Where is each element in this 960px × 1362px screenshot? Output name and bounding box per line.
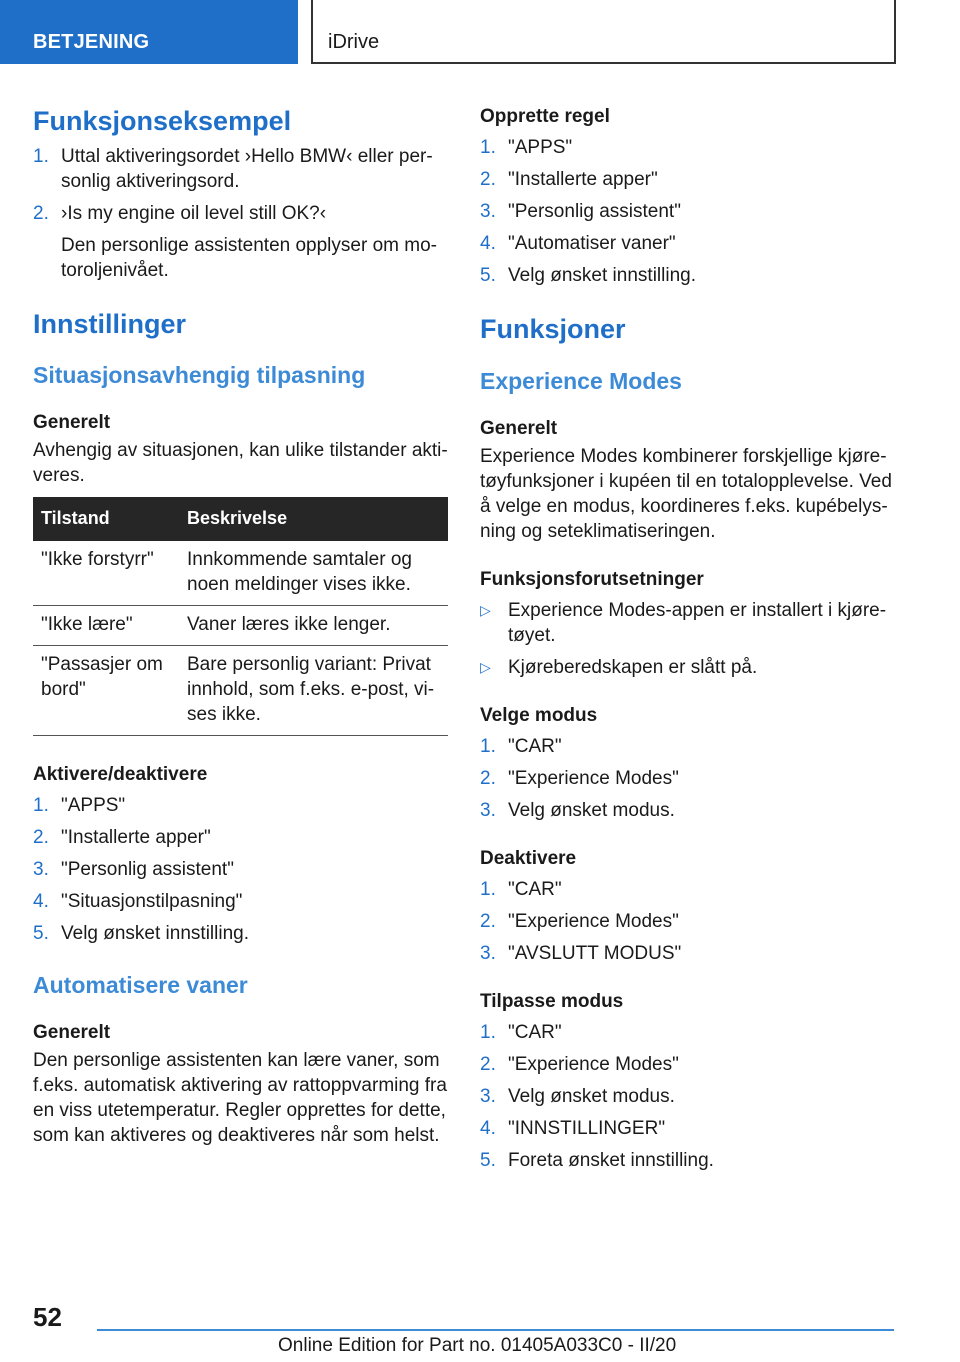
list-item: 1. "APPS" bbox=[33, 795, 126, 816]
list-item: 4. "Situasjonstilpasning" bbox=[33, 891, 243, 912]
table-cell: Bare personlig variant: Privat innhold, som f.eks. e-post, vi-ses ikke. bbox=[179, 646, 448, 736]
table-header-row bbox=[33, 497, 448, 541]
list-item: 3. Velg ønsket modus. bbox=[480, 1086, 675, 1107]
example-steps bbox=[33, 144, 448, 226]
list-item: 5. Velg ønsket innstilling. bbox=[33, 923, 249, 944]
customize-steps bbox=[480, 1020, 895, 1173]
customize-label: Tilpasse modus bbox=[480, 991, 624, 1012]
list-item: 2. "Experience Modes" bbox=[480, 768, 679, 789]
right-column bbox=[480, 100, 895, 1173]
triangle-bullet-icon: ▷ bbox=[480, 659, 491, 675]
general-label: Generelt bbox=[33, 412, 111, 433]
prereq-label: Funksjonsforutsetninger bbox=[480, 569, 704, 590]
functions-title: Funksjoner bbox=[480, 314, 626, 344]
list-item: 2. "Installerte apper" bbox=[33, 827, 211, 848]
select-mode-steps bbox=[480, 734, 895, 823]
activate-steps bbox=[33, 793, 448, 946]
deactivate-steps bbox=[480, 877, 895, 966]
edition-text: Online Edition for Part no. 01405A033C0 - II/20 bbox=[278, 1335, 677, 1356]
list-item: 3. "Personlig assistent" bbox=[33, 859, 234, 880]
list-item: 1. "APPS" bbox=[480, 137, 573, 158]
prereq-list bbox=[480, 598, 895, 680]
select-mode-label: Velge modus bbox=[480, 705, 598, 726]
footer-divider bbox=[97, 1329, 894, 1331]
list-item: 2. "Experience Modes" bbox=[480, 1054, 679, 1075]
table-cell: Vaner læres ikke lenger. bbox=[179, 606, 448, 646]
create-rule-steps bbox=[480, 135, 895, 288]
table-row bbox=[33, 606, 448, 646]
example-title: Funksjonseksempel bbox=[33, 106, 292, 136]
modes-general-label: Generelt bbox=[480, 418, 558, 439]
page-number: 52 bbox=[33, 1302, 62, 1332]
section-label: BETJENING bbox=[33, 31, 150, 53]
section-tab bbox=[0, 0, 298, 64]
list-item: 5. Velg ønsket innstilling. bbox=[480, 265, 696, 286]
list-item: 2. ›Is my engine oil level still OK?‹ bbox=[33, 203, 327, 224]
list-item: 1. "CAR" bbox=[480, 1022, 562, 1043]
column-header: Beskrivelse bbox=[179, 497, 448, 541]
habits-title: Automatisere vaner bbox=[33, 972, 248, 998]
chapter-header bbox=[311, 0, 896, 64]
example-followup: Den personlige assistenten opplyser om mo-toroljenivået. bbox=[61, 235, 437, 281]
table-cell: "Passasjer om bord" bbox=[33, 646, 179, 736]
modes-general-text: Experience Modes kombinerer forskjellige kjøre-tøyfunksjoner i kupéen til en totalopplevelse. Ved å velge en modus, koordineres f.eks. kupébelys-ning og seteklimatiseringen. bbox=[480, 446, 892, 542]
state-table bbox=[33, 497, 448, 736]
list-item: 2. "Installerte apper" bbox=[480, 169, 658, 190]
list-item: 4. "Automatiser vaner" bbox=[480, 233, 676, 254]
list-item: 3. Velg ønsket modus. bbox=[480, 800, 675, 821]
list-item: 4. "INNSTILLINGER" bbox=[480, 1118, 666, 1139]
general-text: Avhengig av situasjonen, kan ulike tilstander akti-veres. bbox=[33, 440, 448, 486]
create-rule-label: Opprette regel bbox=[480, 106, 610, 127]
list-item: 1. "CAR" bbox=[480, 736, 562, 757]
table-row bbox=[33, 541, 448, 606]
habits-general-label: Generelt bbox=[33, 1022, 111, 1043]
list-item: 5. Foreta ønsket innstilling. bbox=[480, 1150, 714, 1171]
table-cell: Innkommende samtaler og noen meldinger vises ikke. bbox=[179, 541, 448, 606]
list-item: 3. "AVSLUTT MODUS" bbox=[480, 943, 682, 964]
settings-title: Innstillinger bbox=[33, 309, 187, 339]
modes-title: Experience Modes bbox=[480, 368, 682, 394]
list-item: 1. "CAR" bbox=[480, 879, 562, 900]
activate-label: Aktivere/deaktivere bbox=[33, 764, 208, 785]
list-item: 1. Uttal aktiveringsordet ›Hello BMW‹ eller per-sonlig aktiveringsord. bbox=[33, 146, 433, 192]
table-row bbox=[33, 646, 448, 736]
triangle-bullet-icon: ▷ bbox=[480, 602, 491, 618]
column-header: Tilstand bbox=[33, 497, 179, 541]
habits-text: Den personlige assistenten kan lære vaner, som f.eks. automatisk aktivering av rattoppvarming fra en viss utetemperatur. Regler opprettes for dette, som kan aktiveres og deaktiveres når som helst. bbox=[33, 1050, 447, 1146]
table-cell: "Ikke forstyrr" bbox=[33, 541, 179, 606]
situation-title: Situasjonsavhengig tilpasning bbox=[33, 362, 366, 388]
left-column bbox=[33, 100, 448, 1148]
deactivate-label: Deaktivere bbox=[480, 848, 577, 869]
chapter-label: iDrive bbox=[328, 31, 380, 53]
list-item: ▷ Kjøreberedskapen er slått på. bbox=[480, 657, 758, 678]
list-item: 2. "Experience Modes" bbox=[480, 911, 679, 932]
list-item: 3. "Personlig assistent" bbox=[480, 201, 681, 222]
edition-note bbox=[278, 1335, 676, 1357]
table-cell: "Ikke lære" bbox=[33, 606, 179, 646]
list-item: ▷ Experience Modes-appen er installert i kjøre-tøyet. bbox=[480, 600, 887, 646]
